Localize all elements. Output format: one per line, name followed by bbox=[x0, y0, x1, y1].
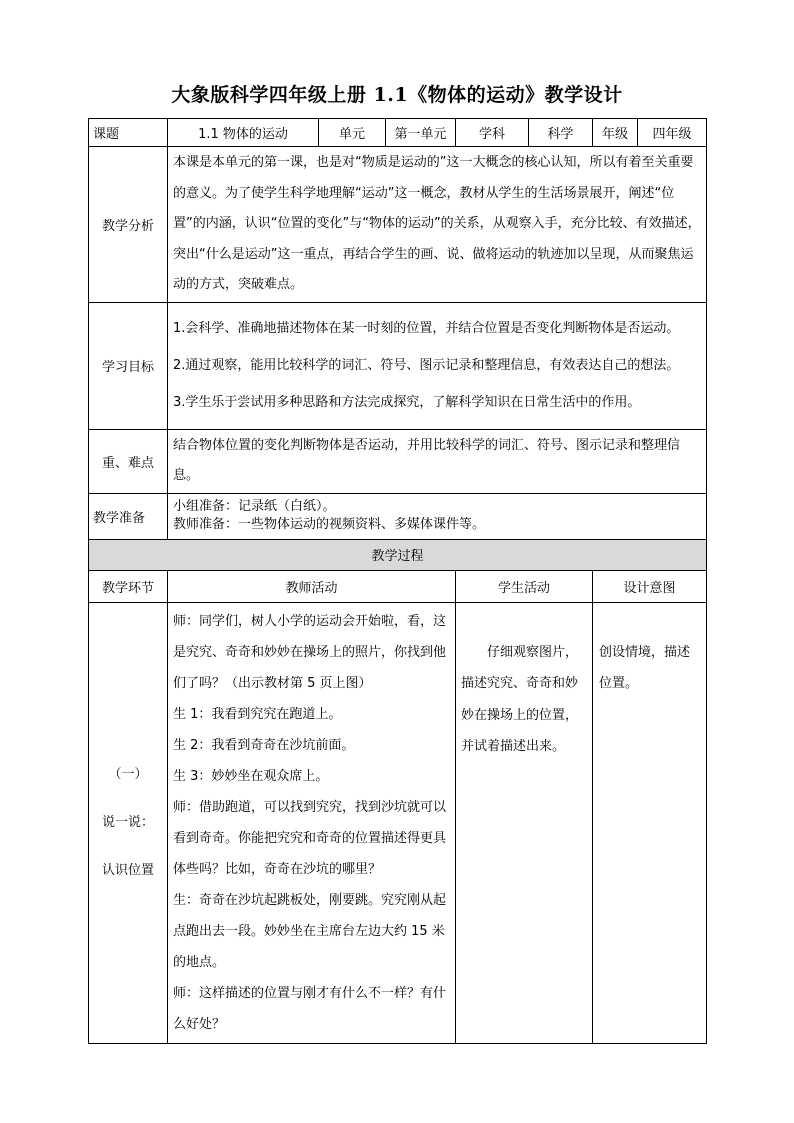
grade-label: 年级 bbox=[593, 119, 638, 147]
prep-line: 教师准备：一些物体运动的视频资料、多媒体课件等。 bbox=[173, 517, 486, 532]
dialog-line: 生：奇奇在沙坑起跳板处，刚要跳。究究刚从起点跑出去一段。妙妙坐在主席台左边大约 15 米的地点。 bbox=[173, 892, 447, 970]
prep-row bbox=[89, 493, 707, 539]
goal-item: 3.学生乐于尝试用多种思路和方法完成探究，了解科学知识在日常生活中的作用。 bbox=[173, 395, 641, 410]
keypoints-row bbox=[89, 429, 707, 493]
design-intent: 创设情境，描述位置。 bbox=[593, 602, 707, 1043]
dialog-line: 师：借助跑道，可以找到究究，找到沙坑就可以看到奇奇。你能把究究和奇奇的位置描述得更具体些吗？比如，奇奇在沙坑的哪里？ bbox=[173, 799, 447, 877]
process-header-row bbox=[89, 539, 707, 570]
unit-value: 第一单元 bbox=[386, 119, 456, 147]
topic-value: 1.1 物体的运动 bbox=[168, 119, 319, 147]
student-activity: 仔细观察图片，描述究究、奇奇和妙妙在操场上的位置，并试着描述出来。 bbox=[456, 602, 593, 1043]
prep-label: 教学准备 bbox=[89, 493, 168, 539]
dialog-line: 生 3：妙妙坐在观众席上。 bbox=[173, 768, 329, 784]
process-header: 教学过程 bbox=[89, 539, 707, 570]
unit-label: 单元 bbox=[319, 119, 386, 147]
col-student: 学生活动 bbox=[456, 570, 593, 602]
analysis-text: 本课是本单元的第一课，也是对“物质是运动的”这一大概念的核心认知，所以有着至关重要的意义。为了使学生科学地理解“运动”这一概念，教材从学生的生活场景展开，阐述“位置”的内涵，认识“位置的变化”与“物体的运动”的关系，从观察入手，充分比较、有效描述，突出“什么是运动”这一重点，再结合学生的画、说、做将运动的轨迹加以呈现，从而聚焦运动的方式，突破难点。 bbox=[168, 147, 707, 303]
keypoints-text: 结合物体位置的变化判断物体是否运动，并用比较科学的词汇、符号、图示记录和整理信息。 bbox=[168, 429, 707, 493]
dialog-line: 师：这样描述的位置与刚才有什么不一样？有什么好处？ bbox=[173, 985, 447, 1032]
prep-text bbox=[168, 493, 707, 539]
keypoints-label: 重、难点 bbox=[89, 429, 168, 493]
process-columns-row bbox=[89, 570, 707, 602]
header-row bbox=[89, 119, 707, 147]
stage-subtitle: 认识位置 bbox=[101, 862, 154, 878]
stage-title: 说一说： bbox=[101, 814, 154, 830]
dialog-line: 生 1：我看到究究在跑道上。 bbox=[173, 706, 342, 722]
col-stage: 教学环节 bbox=[89, 570, 168, 602]
goals-label: 学习目标 bbox=[89, 302, 168, 429]
topic-label: 课题 bbox=[89, 119, 168, 147]
dialog-line: 师：同学们，树人小学的运动会开始啦，看，这是究究、奇奇和妙妙在操场上的照片，你找到他们了吗？（出示教材第 5 页上图） bbox=[173, 613, 447, 691]
col-design: 设计意图 bbox=[593, 570, 707, 602]
goals-list bbox=[168, 302, 707, 429]
lesson-plan-table bbox=[88, 118, 707, 1044]
stage-number: （一） bbox=[108, 766, 148, 782]
goal-item: 1.会科学、准确地描述物体在某一时刻的位置，并结合位置是否变化判断物体是否运动。 bbox=[173, 321, 680, 336]
goal-item: 2.通过观察，能用比较科学的词汇、符号、图示记录和整理信息，有效表达自己的想法。 bbox=[173, 358, 680, 373]
teacher-activity bbox=[168, 602, 456, 1043]
col-teacher: 教师活动 bbox=[168, 570, 456, 602]
analysis-row bbox=[89, 147, 707, 303]
subject-value: 科学 bbox=[529, 119, 593, 147]
analysis-label: 教学分析 bbox=[89, 147, 168, 303]
subject-label: 学科 bbox=[456, 119, 529, 147]
grade-value: 四年级 bbox=[638, 119, 707, 147]
goals-row bbox=[89, 302, 707, 429]
process-row bbox=[89, 602, 707, 1043]
document-title: 大象版科学四年级上册 1.1《物体的运动》教学设计 bbox=[171, 84, 623, 106]
dialog-line: 生 2：我看到奇奇在沙坑前面。 bbox=[173, 737, 355, 753]
stage-cell bbox=[89, 602, 168, 1043]
prep-line: 小组准备：记录纸（白纸）。 bbox=[173, 499, 336, 514]
